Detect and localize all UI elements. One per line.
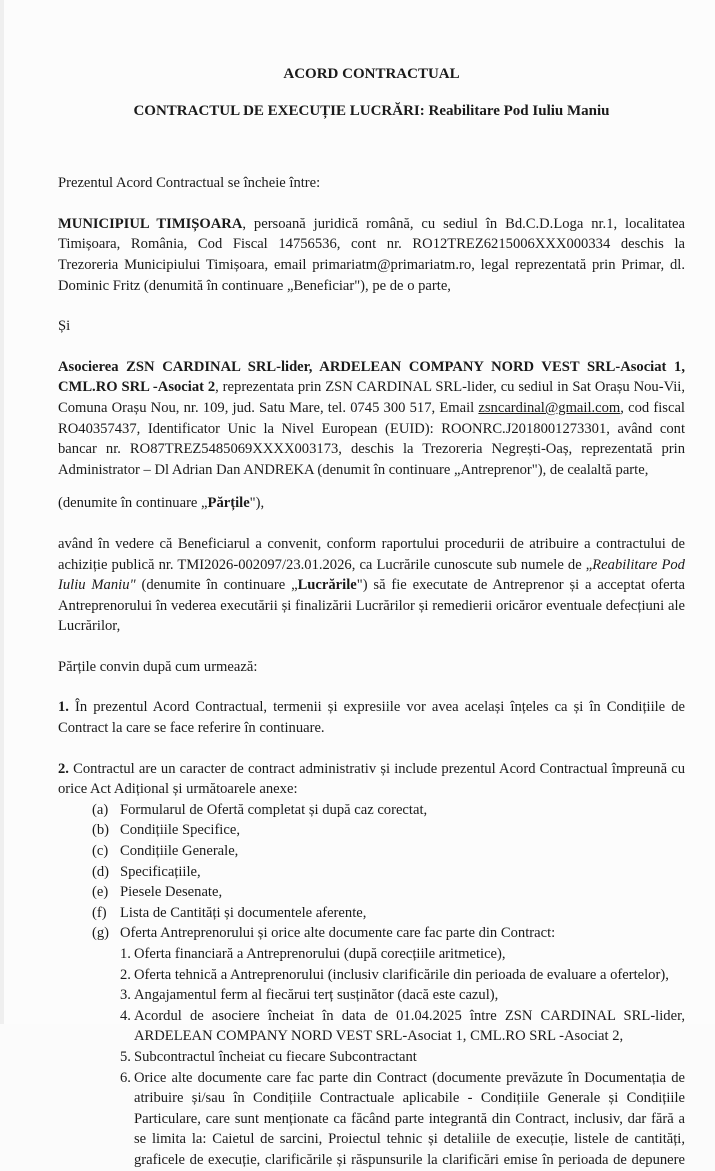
annex-item	[92, 862, 685, 883]
item-text: Oferta tehnică a Antreprenorului (inclusiv clarificările din perioada de evaluare a ofertelor),	[134, 966, 669, 983]
annex-item	[92, 923, 685, 944]
annex-item	[92, 841, 685, 862]
offer-document-item	[120, 965, 685, 986]
annex-text: Condițiile Specifice,	[120, 822, 240, 839]
recital-part1: având în vedere că Beneficiarul a convenit, conform raportului procedurii de atribuire a contractului de achiziție publică nr. TMI2026-002097/23.01.2026, ca Lucrările cunoscute sub numele de „	[58, 535, 685, 573]
annex-label: (c)	[92, 843, 109, 860]
item-text: Acordul de asociere încheiat în data de 01.04.2025 între ZSN CARDINAL SRL-lider, ARDELEAN COMPANY NORD VEST SRL-Asociat 1, CML.RO SRL -Asociat 2,	[134, 1007, 685, 1045]
agreement-intro: Părțile convin după cum urmează:	[58, 658, 258, 675]
document-content	[58, 64, 685, 1171]
item-number: 4.	[120, 1007, 131, 1024]
clause-2	[58, 759, 685, 800]
annex-text: Piesele Desenate,	[120, 884, 223, 901]
offer-document-item	[120, 1047, 685, 1068]
subtitle-project: Reabilitare Pod Iuliu Maniu	[428, 102, 610, 119]
subtitle-label: CONTRACTUL DE EXECUȚIE LUCRĂRI:	[133, 102, 425, 119]
recital-paragraph	[58, 534, 685, 637]
party-contractor-details: , reprezentata prin ZSN CARDINAL SRL-lider, cu sediul in Sat Orașu Nou-Vii, Comuna Orașu Nou, nr. 109, jud. Satu Mare, tel. 0745 300 517, Email	[58, 379, 685, 416]
party-contractor-details-cont: , cod fiscal RO40357437, Identificator Unic la Nivel European (EUID): ROONRC.J2018001273301, având cont bancar nr. RO87TREZ5485069XXXX003173, deschis la Trezoreria Negrești-Oaș, reprezentată prin Administrator – Dl Adrian Dan ANDREKA (denumit în continuare „Antreprenor"), de cealaltă parte,	[58, 399, 685, 478]
clause-1	[58, 697, 685, 738]
parties-def-before: (denumite în continuare „	[58, 495, 208, 512]
item-text: Orice alte documente care fac parte din Contract (documente prevăzute în Documentația de atribuire și/sau în Condițiile Contractuale aplicabile - Condițiile Generale și Condițiile Particulare, care sunt menționate ca făcând parte integrantă din Contract, inclusiv, dar fără a se limita la: Caietul de sarcini, Proiectul tehnic și detaliile de execuție, listele de cantități, graficele de execuție, clarificările și răspunsurile la clarificări emise în perioada de depunere	[134, 1069, 685, 1168]
annex-label: (e)	[92, 884, 109, 901]
parties-term: Părțile	[207, 495, 250, 512]
clause-1-text: În prezentul Acord Contractual, termenii și expresiile vor avea același înțeles ca și în Condițiile de Contract la care se face referire în continuare.	[58, 699, 685, 737]
item-number: 6.	[120, 1069, 131, 1086]
item-number: 2.	[120, 966, 131, 983]
annex-text: Condițiile Generale,	[120, 843, 239, 860]
annex-label: (g)	[92, 925, 110, 942]
item-number: 1.	[120, 946, 131, 962]
annex-text: Lista de Cantități și documentele aferente,	[120, 904, 367, 921]
intro-paragraph: Prezentul Acord Contractual se încheie între:	[58, 175, 321, 192]
annex-label: (a)	[92, 801, 109, 818]
item-text: Angajamentul ferm al fiecărui terț susținător (dacă este cazul),	[134, 987, 499, 1004]
document-subtitle	[58, 101, 685, 122]
annex-label: (d)	[92, 863, 110, 880]
recital-part2: (denumite în continuare „	[135, 577, 298, 594]
annex-label: (f)	[92, 904, 107, 921]
party-beneficiary-details: , persoană juridică română, cu sediul în Bd.C.D.Loga nr.1, localitatea Timișoara, România, Cod Fiscal 14756536, cont nr. RO12TREZ6215006XXX000334 deschis la Trezoreria Municipiului Timișoara, email primariatm@primariatm.ro, legal reprezentată prin Primar, dl. Dominic Fritz (denumită în continuare „Beneficiar"), pe de o parte,	[58, 215, 685, 294]
parties-definition	[58, 493, 685, 514]
item-number: 5.	[120, 1048, 131, 1065]
conjunction: Și	[58, 318, 71, 335]
contractor-email-link[interactable]: zsncardinal@gmail.com	[478, 399, 621, 416]
party-contractor-name: Asocierea ZSN CARDINAL SRL-lider, ARDELEAN COMPANY NORD VEST SRL-Asociat 1, CML.RO SRL -Asociat 2	[58, 358, 685, 396]
recital-project-name: Reabilitare Pod Iuliu Maniu"	[58, 556, 685, 594]
annex-text: Formularul de Ofertă completat și după caz corectat,	[120, 801, 428, 818]
offer-document-item	[120, 985, 685, 1006]
party-beneficiary	[58, 214, 685, 296]
clause-2-number: 2.	[58, 760, 69, 777]
works-term: Lucrările	[297, 577, 357, 594]
item-text: Subcontractul încheiat cu fiecare Subcontractant	[134, 1048, 417, 1065]
annex-item	[92, 882, 685, 903]
clause-2-text: Contractul are un caracter de contract administrativ și include prezentul Acord Contractual împreună cu orice Act Adițional și următoarele anexe:	[58, 760, 685, 798]
annex-item	[92, 903, 685, 924]
annex-label: (b)	[92, 822, 110, 839]
offer-documents-list	[58, 944, 685, 1171]
offer-document-item	[120, 1068, 685, 1171]
annex-item	[92, 800, 685, 821]
offer-document-item	[120, 944, 685, 965]
parties-def-after: "),	[249, 495, 265, 512]
annex-text: Oferta Antreprenorului și orice alte documente care fac parte din Contract:	[120, 925, 556, 942]
annex-item	[92, 820, 685, 841]
item-text: Oferta financiară a Antreprenorului (după corecțiile aritmetice),	[134, 946, 506, 962]
annex-list	[58, 800, 685, 944]
party-contractor	[58, 357, 685, 481]
annex-text: Specificațiile,	[120, 863, 201, 880]
party-beneficiary-name: MUNICIPIUL TIMIȘOARA	[58, 215, 243, 232]
item-number: 3.	[120, 987, 131, 1004]
document-title: ACORD CONTRACTUAL	[283, 66, 460, 82]
offer-document-item	[120, 1006, 685, 1047]
recital-part3: ") să fie executate de Antreprenor și a acceptat oferta Antreprenorului în vederea executării și finalizării Lucrărilor și remedierii oricăror eventuale defecțiuni ale Lucrărilor,	[58, 577, 685, 635]
clause-1-number: 1.	[58, 699, 69, 716]
